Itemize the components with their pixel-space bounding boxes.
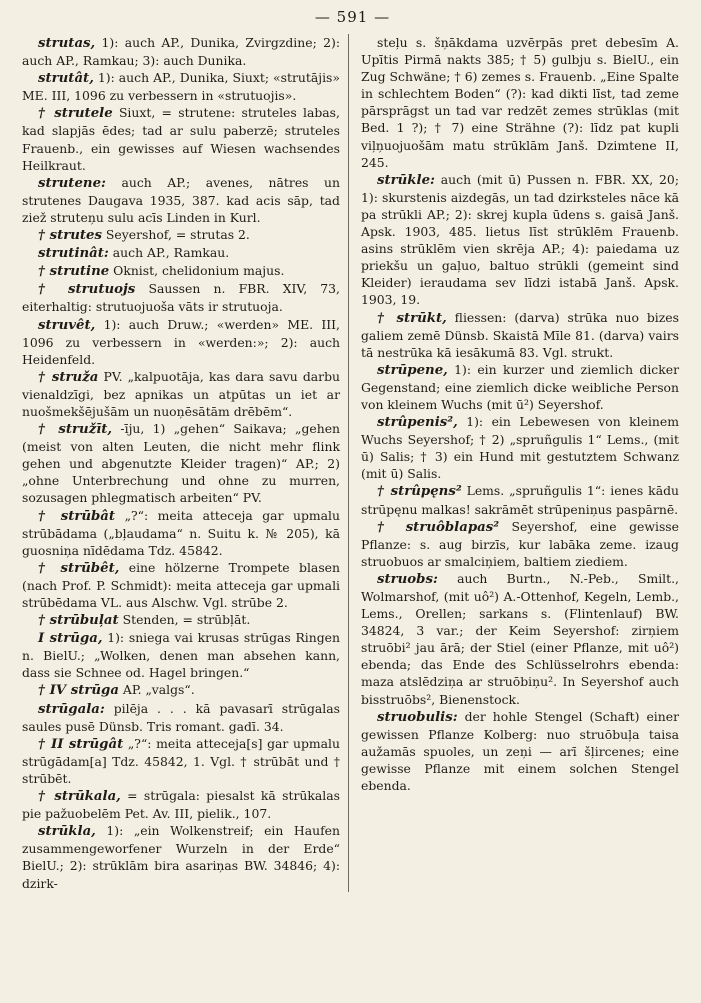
dictionary-entry [361, 570, 679, 708]
entry-body: AP. „valgs“. [118, 682, 195, 698]
entry-headword: strūgala: [38, 701, 105, 717]
entry-body: PV. „kalpuotāja, kas dara savu darbu vienaldzīgi, bez apnikas un atpūtas un iet ar nuošmekšējušām un nuoņēsātām drēbēm“. [22, 368, 340, 419]
dictionary-entry [22, 787, 340, 822]
entry-body: Siuxt, = strutene: struteles labas, kad slapjās ēdes; tad ar sulu paberzē; struteles Frauenb., ein gewisses auf Wiesen wachsendes Heilkraut. [22, 105, 340, 173]
right-column [349, 34, 679, 892]
entry-headword: † struôblapas² [377, 519, 500, 535]
entry-headword: strūpene, [377, 362, 448, 378]
columns [22, 34, 683, 892]
entry-headword: strūkle: [377, 172, 435, 188]
dictionary-entry [22, 174, 340, 226]
dictionary-entry [361, 518, 679, 570]
entry-body: auch Burtn., N.-Peb., Smilt., Wolmarshof, (mit uô²) A.-Ottenhof, Kegeln, Lemb., Lems., Orellen; sarkans s. (Flintenlauf) BW. 34824, 3 var.; der Keim Seyershof: zirņiem struōbi² jau ārā; der Stiel (einer Pflanze, mit uô²) ebenda; das Ende des Schlüsselrohrs ebenda: maza atslēdziņa ar struōbiņu². In Seyershof auch bisstruōbs², Bienenstock. [361, 570, 679, 707]
entry-headword: struobulis: [377, 709, 458, 725]
entry-headword: strutinât: [38, 246, 109, 262]
entry-headword: I strūga, [38, 631, 103, 647]
entry-body: steļu s. šņākdama uzvērpās pret debesīm A. Upītis Pirmā nakts 385; † 5) gulbju s. BielU., ein Zug Schwäne; † 6) zemes s. Frauenb. „Eine Spalte in schlechtem Boden“ (?): kad dikti līst, tad zeme pārsprāgst un tad var redzēt zemes strūklas (mit Bed. 1 ?); † 7) eine Strähne (?): līdz pat kupli viļņuojuošām matu strūklām Janš. Dzimtene II, 245. [361, 35, 679, 170]
entry-body: Lems. „spruñgulis 1“: ienes kādu strūpęnu malkas! sakrāmēt strūpeniņus paspārnē. [361, 483, 679, 517]
dictionary-entry [22, 629, 340, 681]
dictionary-entry [22, 244, 340, 262]
entry-body: = strūgala: piesalst kā strūkalas pie pažuobelēm Pet. Av. III, pielik., 107. [22, 788, 340, 822]
entry-headword: † II strūgât [38, 736, 124, 752]
entry-headword: † strutele [38, 106, 113, 122]
dictionary-entry [22, 681, 340, 699]
dictionary-entry [22, 226, 340, 244]
dictionary-entry [22, 316, 340, 368]
entry-headword: † strutuojs [38, 282, 136, 298]
dictionary-entry [22, 559, 340, 611]
entry-headword: † strūkt, [377, 310, 447, 326]
entry-headword: † IV strūga [38, 683, 119, 699]
entry-body: „?“: meita atteceja gar upmalu strūbādama („bļaudama“ n. Suitu k. № 205), kā guosniņa nīdēdama Tdz. 45842. [22, 507, 340, 558]
entry-headword: † strūbuļat [38, 613, 119, 629]
entry-body: 1): „ein Wolkenstreif; ein Haufen zusammengeworfener Wurzeln in der Erde“ BielU.; 2): strūklām bira asariņas BW. 34846; 4): dzirk- [22, 823, 340, 891]
entry-headword: † strūbât [38, 508, 116, 524]
entry-body: -īju, 1) „gehen“ Saikava; „gehen (meist von alten Leuten, die nicht mehr flink gehen und abgenutzte Kleider tragen)“ AP.; 2) „ohne Unterbrechung und ohne zu murren, sozusagen phlegmatisch arbeiten“ PV. [22, 421, 341, 506]
entry-body: 1): auch Druw.; «werden» ME. III, 1096 zu verbessern in «werden:»; 2): auch Heidenfeld. [22, 316, 340, 367]
dictionary-entry [22, 700, 340, 735]
entry-headword: † struža [38, 369, 99, 385]
entry-body: „?“: meita atteceja[s] gar upmalu strūgādam[a] Tdz. 45842, 1. Vgl. † strūbāt und † strūbēt. [22, 735, 340, 786]
entry-body: auch AP., Ramkau. [108, 245, 230, 261]
left-column [22, 34, 349, 892]
entry-body: eine hölzerne Trompete blasen (nach Prof. P. Schmidt): meita atteceja gar upmali strūbēdama VL. aus Alschw. Vgl. strūbe 2. [22, 559, 340, 610]
entry-headword: strûpenis², [377, 415, 458, 431]
dictionary-entry [22, 104, 340, 173]
dictionary-entry [361, 413, 679, 482]
dictionary-entry [22, 262, 340, 280]
entry-headword: strutât, [38, 71, 94, 87]
entry-body: fliessen: (darva) strūka nuo bizes galiem zemē Dünsb. Skaistā Mīle 81. (darva) vairs tā nestrūka kā iesākumā 83. Vgl. strukt. [361, 309, 679, 360]
entry-headword: struobs: [377, 571, 438, 587]
dictionary-entry [361, 708, 679, 794]
entry-headword: † strûpęns² [377, 484, 462, 500]
dictionary-entry [361, 34, 679, 171]
dictionary-entry [22, 34, 340, 69]
page-number: — 591 — [314, 8, 391, 26]
entry-body: 1): auch AP., Dunika, Zvirgzdine; 2): auch AP., Ramkau; 3): auch Dunika. [22, 35, 340, 69]
dictionary-entry [22, 280, 340, 315]
entry-headword: strūkla, [38, 824, 96, 840]
entry-body: Seyershof, = strutas 2. [101, 227, 250, 243]
dictionary-entry [22, 507, 340, 559]
dictionary-entry [361, 171, 679, 309]
dictionary-entry [22, 611, 340, 629]
entry-body: 1): ein Lebewesen von kleinem Wuchs Seyershof; † 2) „spruñgulis 1“ Lems., (mit ū) Salis; † 3) ein Hund mit gestutztem Schwanz (mit ū) Salis. [361, 414, 679, 482]
entry-headword: † strūbêt, [38, 560, 120, 576]
dictionary-entry [22, 368, 340, 420]
entry-headword: strutene: [38, 175, 106, 191]
dictionary-entry [361, 309, 679, 361]
dictionary-entry [22, 822, 340, 891]
entry-body: 1): auch AP., Dunika, Siuxt; «strutājis» ME. III, 1096 zu verbessern in «strutuojis». [22, 70, 340, 104]
entry-body: Seyershof, eine gewisse Pflanze: s. aug birzīs, kur labāka zeme. izaug struobuos ar smalciņiem, baltiem ziediem. [361, 518, 679, 569]
dictionary-entry [22, 420, 340, 506]
entry-body: 1): sniega vai krusas strūgas Ringen n. BielU.; „Wolken, denen man absehen kann, dass sie Schnee od. Hagel bringen.“ [22, 630, 340, 681]
entry-body: auch AP.; avenes, nātres un strutenes Daugava 1935, 387. kad acis sāp, tad ziež struteņu sulu acīs Linden in Kurl. [22, 174, 340, 225]
entry-body: Saussen n. FBR. XIV, 73, eiterhaltig: strutuojuoša vāts ir strutuoja. [22, 281, 340, 315]
dictionary-entry [361, 361, 679, 413]
entry-headword: struvêt, [38, 317, 96, 333]
dictionary-entry [22, 735, 340, 787]
entry-body: Oknist, chelidonium majus. [109, 263, 285, 279]
entry-headword: † strūkala, [38, 789, 121, 805]
entry-headword: strutas, [38, 36, 96, 51]
dictionary-entry [361, 482, 679, 517]
entry-headword: † strutes [38, 228, 102, 244]
entry-body: 1): ein kurzer und ziemlich dicker Gegenstand; eine ziemlich dicke weibliche Person von kleinem Wuchs (mit ū²) Seyershof. [361, 361, 679, 412]
entry-headword: † stružīt, [38, 422, 113, 438]
entry-headword: † strutine [38, 264, 110, 280]
entry-body: der hohle Stengel (Schaft) einer gewissen Pflanze Kolberg: nuo struōbuļa taisa aužamās spuoles, un zeņi — arī šļircenes; eine gewisse Pflanze mit einem solchen Stengel ebenda. [361, 708, 679, 794]
entry-body: pilēja . . . kā pavasarī strūgalas saules pusē Dünsb. Tris romant. gadī. 34. [22, 700, 340, 734]
entry-body: auch (mit ū) Pussen n. FBR. XX, 20; 1): skurstenis aizdegās, un tad dzirksteles nāce kā pa strūkli AP.; 2): skrej kupla ūdens s. gaisā Janš. Apsk. 1903, 485. lietus līst strūklēm Frauenb. asins strūklēm vien skrēja AP.; 4): paiedama uz priekšu un gaļuo, baltuo strūkli (gemeint sind Kleider) ieraudama sev līdzi istabā Janš. Apsk. 1903, 19. [361, 171, 679, 308]
dictionary-entry [22, 69, 340, 104]
entry-body: Stenden, = strūbļāt. [118, 612, 251, 628]
